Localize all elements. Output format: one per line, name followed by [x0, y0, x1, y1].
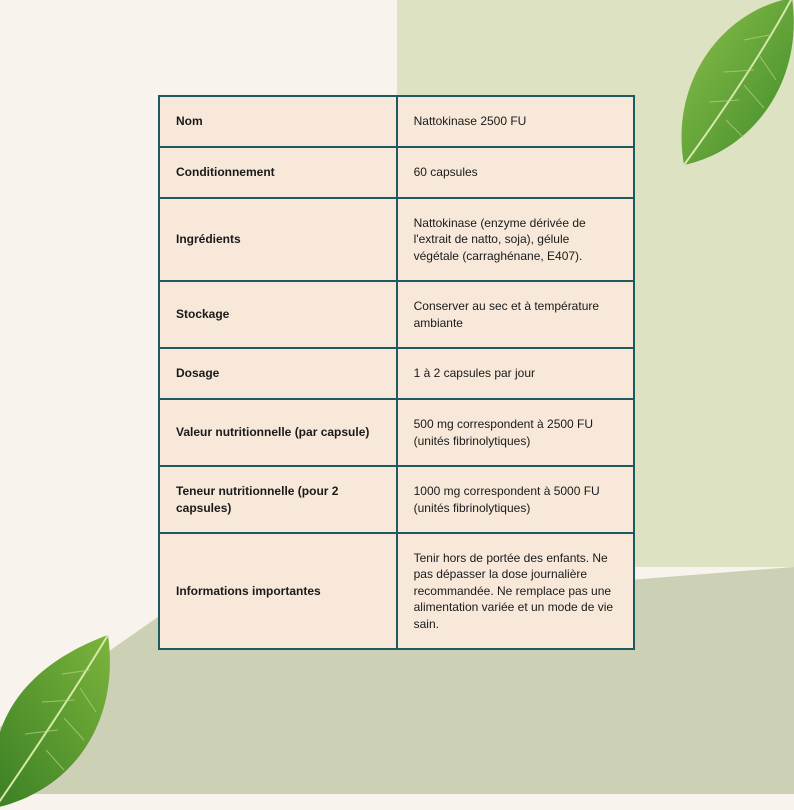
row-label: Conditionnement [159, 147, 397, 198]
product-info-table [158, 95, 635, 650]
row-value: 1000 mg correspondent à 5000 FU (unités fibrinolytiques) [397, 466, 634, 533]
table-row [159, 96, 634, 147]
table-row [159, 399, 634, 466]
row-label: Informations importantes [159, 533, 397, 649]
row-value: Conserver au sec et à température ambiante [397, 281, 634, 348]
row-label: Dosage [159, 348, 397, 399]
row-value: Nattokinase (enzyme dérivée de l'extrait de natto, soja), gélule végétale (carraghénane, E407). [397, 198, 634, 281]
table-row [159, 533, 634, 649]
row-value: Nattokinase 2500 FU [397, 96, 634, 147]
row-label: Valeur nutritionnelle (par capsule) [159, 399, 397, 466]
row-value: 500 mg correspondent à 2500 FU (unités fibrinolytiques) [397, 399, 634, 466]
product-info-table-container [158, 95, 635, 650]
row-value: 1 à 2 capsules par jour [397, 348, 634, 399]
table-row [159, 198, 634, 281]
table-row [159, 281, 634, 348]
table-row [159, 147, 634, 198]
row-value: Tenir hors de portée des enfants. Ne pas dépasser la dose journalière recommandée. Ne remplace pas une alimentation variée et un mode de vie sain. [397, 533, 634, 649]
table-row [159, 466, 634, 533]
row-label: Stockage [159, 281, 397, 348]
row-value: 60 capsules [397, 147, 634, 198]
table-row [159, 348, 634, 399]
leaf-icon [0, 630, 120, 810]
row-label: Nom [159, 96, 397, 147]
row-label: Teneur nutritionnelle (pour 2 capsules) [159, 466, 397, 533]
leaf-icon [664, 0, 794, 175]
row-label: Ingrédients [159, 198, 397, 281]
